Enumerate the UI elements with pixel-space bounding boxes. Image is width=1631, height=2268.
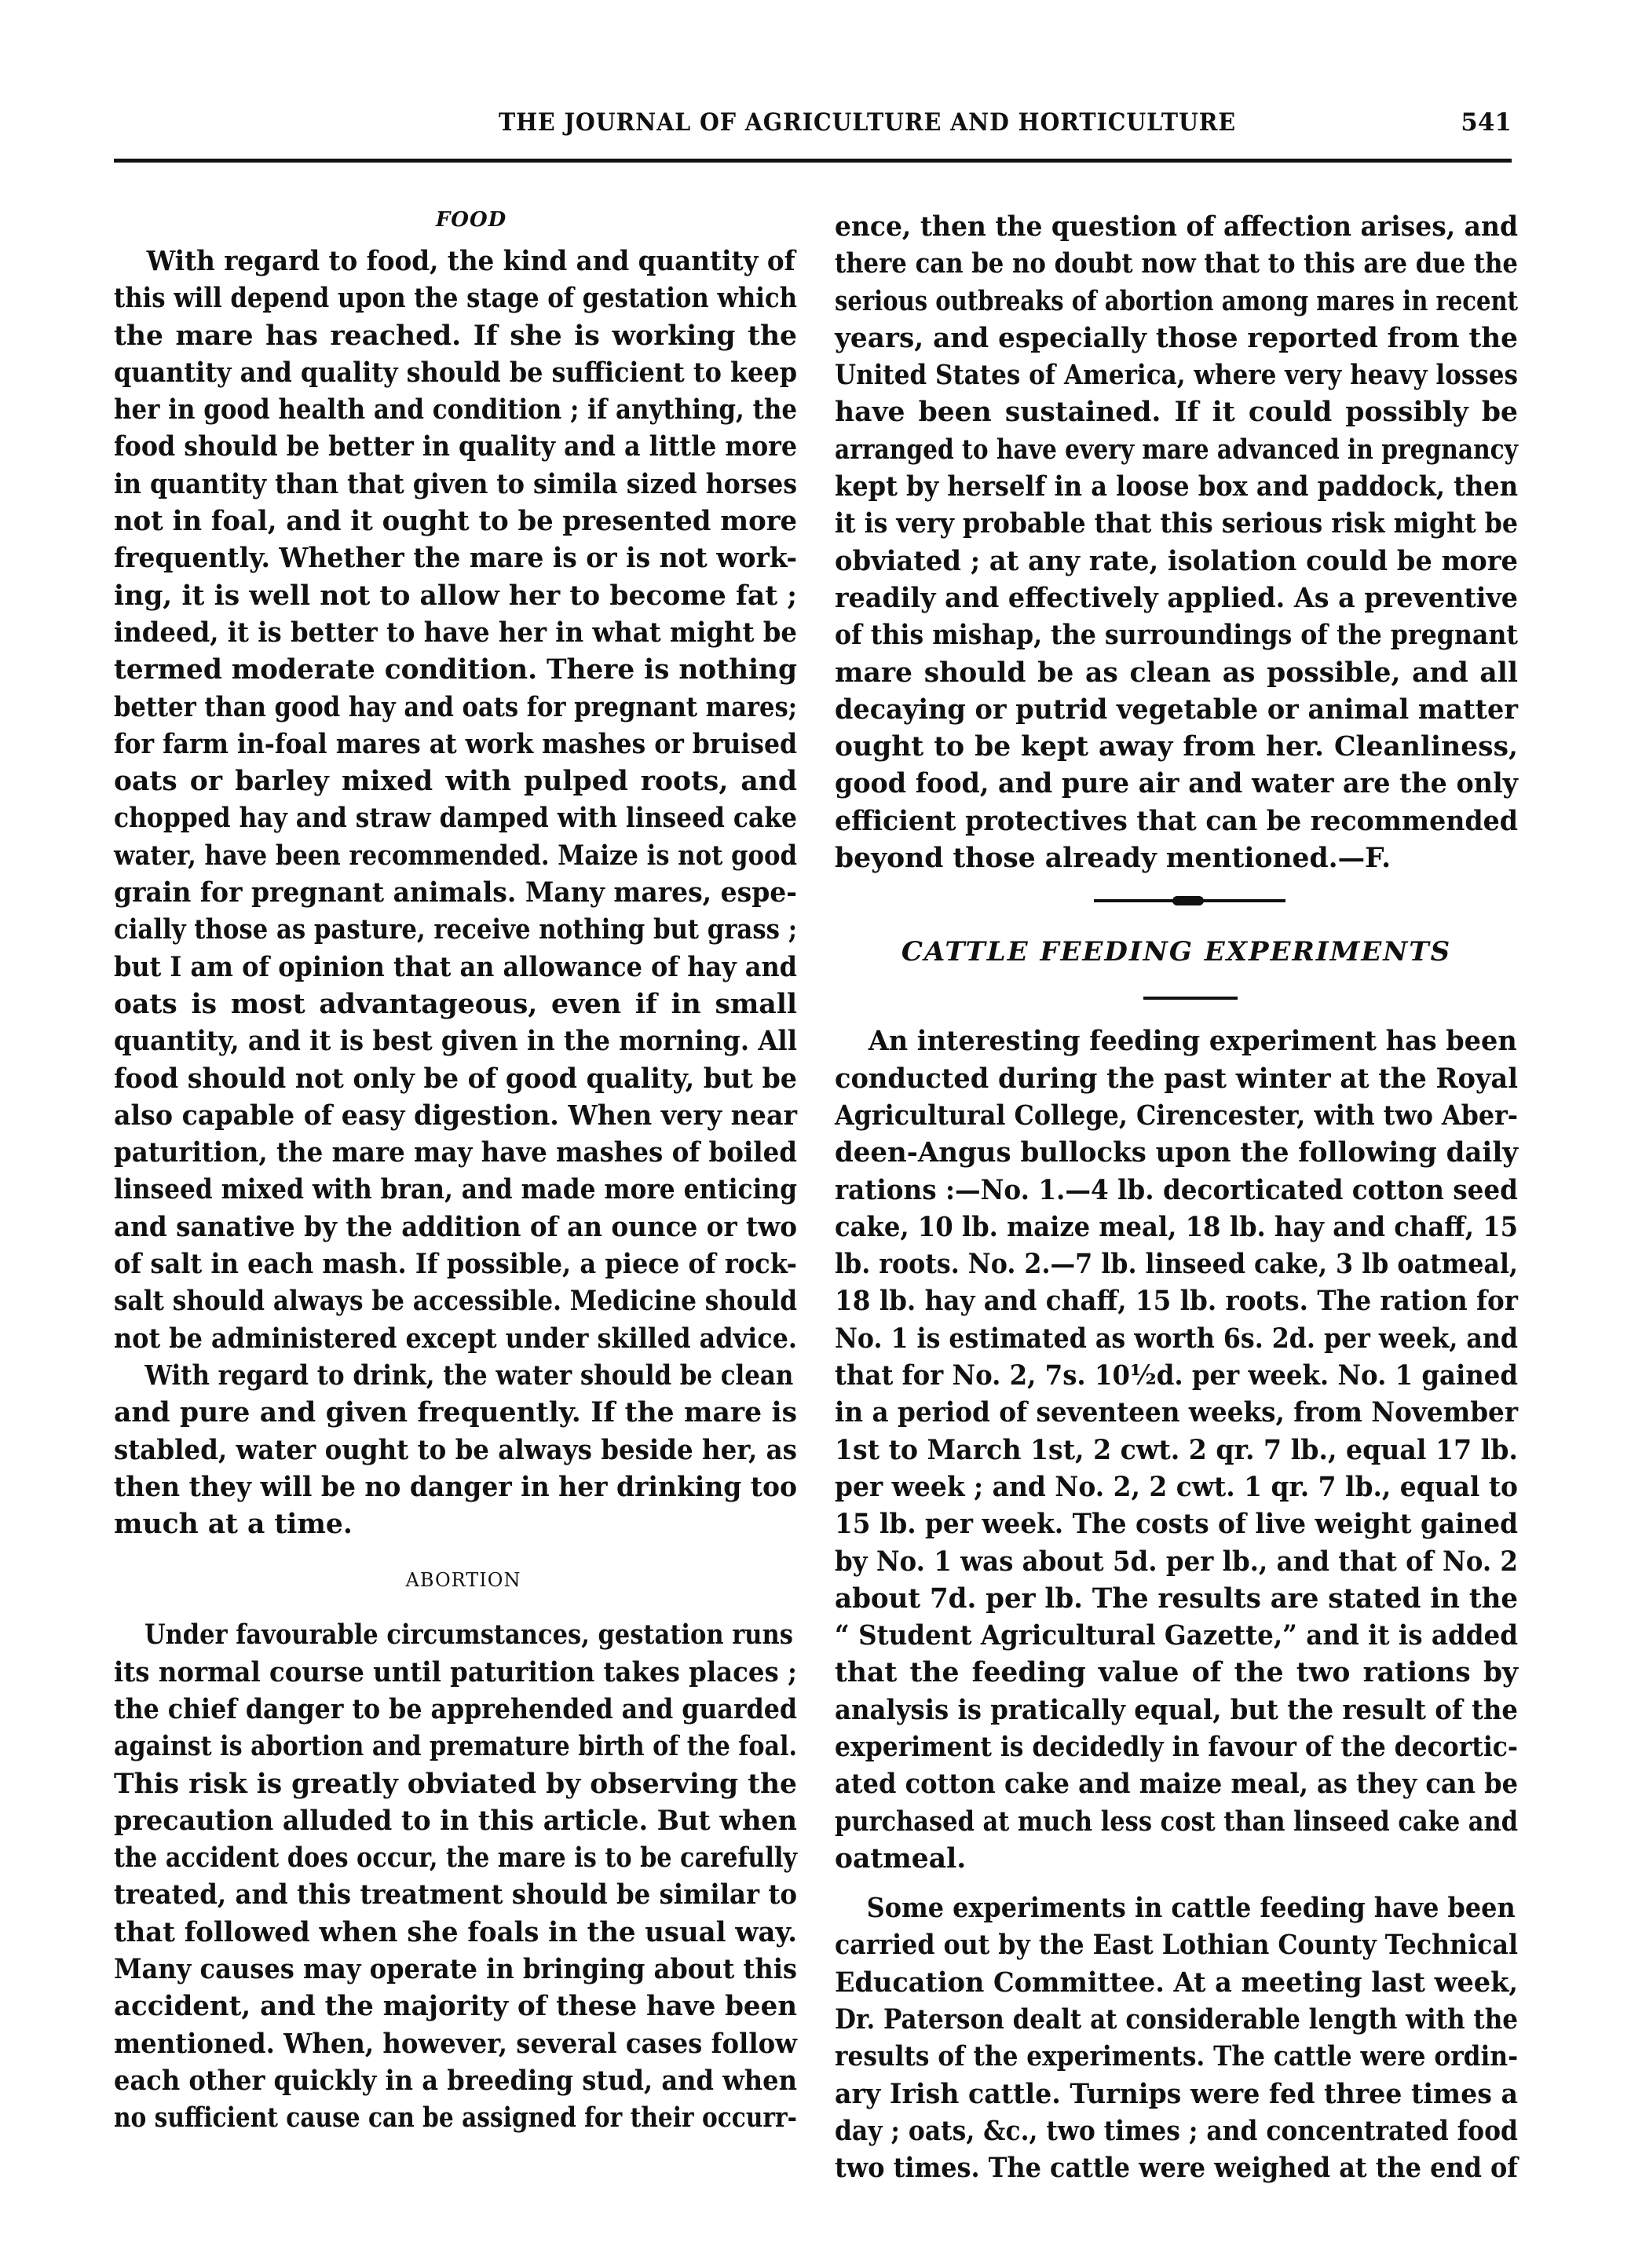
- text-line: cake, 10 lb. maize meal, 18 lb. hay and chaff, 15: [835, 1211, 1519, 1243]
- text-line: analysis is pratically equal, but the result of the: [835, 1694, 1518, 1726]
- text-line: and sanative by the addition of an ounce or two: [114, 1211, 797, 1243]
- text-line: decaying or putrid vegetable or animal matter: [835, 693, 1518, 726]
- text-line: not be administered except under skilled advice.: [114, 1322, 798, 1355]
- text-line: chopped hay and straw damped with linseed cake: [114, 803, 797, 835]
- text-line: no sufficient cause can be assigned for their occurr-: [114, 2102, 797, 2134]
- continued-paragraph: [835, 196, 1518, 877]
- text-line: her in good health and condition ; if anything, the: [114, 394, 798, 426]
- left-column: [114, 196, 797, 2138]
- text-line: the accident does occur, the mare is to be carefully: [114, 1842, 797, 1875]
- text-line: much at a time.: [114, 1509, 353, 1541]
- text-line: purchased at much less cost than linseed cake and: [835, 1805, 1519, 1838]
- right-column: [835, 196, 1518, 2188]
- text-line: oats or barley mixed with pulped roots, and: [114, 766, 797, 798]
- text-line: Under favourable circumstances, gestation runs: [144, 1619, 793, 1652]
- text-line: conducted during the past winter at the Royal: [835, 1063, 1519, 1095]
- divider-flourish: [1172, 896, 1204, 905]
- text-line: food should not only be of good quality, but be: [114, 1063, 798, 1095]
- cattle-paragraph-1: [835, 1023, 1518, 1878]
- abortion-heading: ABORTION: [405, 1569, 521, 1592]
- text-line: readily and effectively applied. As a preventive: [835, 582, 1519, 614]
- text-line: the mare has reached. If she is working the: [114, 320, 797, 352]
- food-paragraph-1: [114, 243, 797, 1358]
- text-line: obviated ; at any rate, isolation could be more: [835, 545, 1519, 577]
- text-line: 1st to March 1st, 2 cwt. 2 qr. 7 lb., equal 17 lb.: [835, 1434, 1518, 1466]
- text-line: there can be no doubt now that to this are due the: [835, 248, 1518, 280]
- text-line: the chief danger to be apprehended and guarded: [114, 1693, 797, 1725]
- text-line: Agricultural College, Cirencester, with two Aber-: [835, 1099, 1519, 1132]
- text-line: No. 1 is estimated as worth 6s. 2d. per week, and: [835, 1322, 1519, 1355]
- text-line: years, and especially those reported from the: [835, 322, 1518, 354]
- text-line: per week ; and No. 2, 2 cwt. 1 qr. 7 lb., equal to: [835, 1471, 1518, 1503]
- text-line: With regard to food, the kind and quantity of: [146, 246, 795, 277]
- text-line: results of the experiments. The cattle were ordin-: [835, 2041, 1519, 2073]
- text-line: quantity and quality should be sufficient to keep: [114, 357, 798, 389]
- text-line: efficient protectives that can be recommended: [835, 805, 1518, 837]
- text-line: experiment is decidedly in favour of the decortic-: [835, 1731, 1518, 1763]
- section-title: CATTLE FEEDING EXPERIMENTS: [901, 936, 1452, 968]
- text-line: this will depend upon the stage of gestation which: [114, 283, 797, 315]
- paragraph-gap: [835, 1878, 1518, 1890]
- text-line: that followed when she foals in the usual way.: [114, 1916, 798, 1948]
- text-line: have been sustained. If it could possibly be: [835, 397, 1518, 429]
- text-line: cially those as pasture, receive nothing but grass ;: [114, 914, 798, 946]
- text-line: deen-Angus bullocks upon the following daily: [835, 1137, 1519, 1169]
- text-line: 15 lb. per week. The costs of live weight gained: [835, 1509, 1518, 1541]
- text-line: water, have been recommended. Maize is not good: [114, 840, 798, 872]
- text-line: United States of America, where very heavy losses: [835, 360, 1518, 392]
- text-line: rations :—No. 1.—4 lb. decorticated cotton seed: [835, 1174, 1518, 1206]
- text-line: oatmeal.: [835, 1842, 967, 1875]
- running-head: [114, 101, 1512, 148]
- title-underline-rule: [835, 979, 1518, 1023]
- text-line: in a period of seventeen weeks, from November: [835, 1397, 1519, 1429]
- text-line: beyond those already mentioned.—F.: [835, 843, 1391, 875]
- text-line: Some experiments in cattle feeding have been: [866, 1893, 1516, 1925]
- text-line: and pure and given frequently. If the mare is: [114, 1397, 797, 1429]
- text-line: 18 lb. hay and chaff, 15 lb. roots. The ration for: [835, 1286, 1518, 1318]
- text-line: “ Student Agricultural Gazette,” and it is added: [835, 1620, 1519, 1652]
- text-line: ought to be kept away from her. Cleanliness,: [835, 731, 1518, 763]
- section-divider-ornament: [835, 877, 1518, 924]
- text-line: quantity, and it is best given in the morning. All: [114, 1026, 797, 1058]
- text-line: ence, then the question of affection arises, and: [835, 211, 1518, 243]
- text-line: paturition, the mare may have mashes of boiled: [114, 1137, 797, 1169]
- text-line: but I am of opinion that an allowance of hay and: [114, 951, 798, 983]
- text-line: against is abortion and premature birth of the foal.: [114, 1731, 798, 1763]
- text-line: not in foal, and it ought to be presented more: [114, 506, 798, 538]
- text-line: about 7d. per lb. The results are stated in the: [835, 1582, 1519, 1615]
- text-line: food should be better in quality and a little more: [114, 431, 798, 463]
- text-line: then they will be no danger in her drinking too: [114, 1471, 798, 1503]
- text-line: accident, and the majority of these have been: [114, 1991, 797, 2023]
- header-rule: [114, 159, 1512, 163]
- text-line: good food, and pure air and water are the only: [835, 768, 1519, 800]
- text-line: arranged to have every mare advanced in pregnancy: [835, 433, 1518, 466]
- text-line: for farm in-foal mares at work mashes or bruised: [114, 728, 798, 760]
- food-heading: FOOD: [435, 208, 507, 232]
- text-line: Education Committee. At a meeting last week,: [835, 1966, 1518, 1999]
- text-line: that the feeding value of the two rations by: [835, 1657, 1518, 1689]
- text-line: carried out by the East Lothian County Technical: [835, 1930, 1518, 1962]
- text-line: serious outbreaks of abortion among mares in recent: [835, 285, 1519, 317]
- cattle-paragraph-2: [835, 1890, 1518, 2187]
- text-line: Many causes may operate in bringing about this: [114, 1954, 797, 1986]
- text-line: of salt in each mash. If possible, a piece of rock-: [114, 1249, 797, 1281]
- text-line: indeed, it is better to have her in what might be: [114, 616, 797, 649]
- text-line: salt should always be accessible. Medicine should: [114, 1286, 798, 1318]
- text-line: frequently. Whether the mare is or is not work-: [114, 543, 798, 575]
- abortion-paragraph: [114, 1617, 797, 2137]
- running-title: THE JOURNAL OF AGRICULTURE AND HORTICULTURE: [499, 108, 1237, 137]
- text-line: two times. The cattle were weighed at the end of: [835, 2153, 1519, 2185]
- text-line: each other quickly in a breeding stud, and when: [114, 2065, 797, 2097]
- text-line: With regard to drink, the water should be clean: [144, 1359, 794, 1392]
- text-line: lb. roots. No. 2.—7 lb. linseed cake, 3 lb oatmeal,: [835, 1249, 1518, 1281]
- text-line: it is very probable that this serious risk might be: [835, 508, 1518, 540]
- text-line: Dr. Paterson dealt at considerable length with the: [835, 2004, 1519, 2036]
- text-line: of this mishap, the surroundings of the pregnant: [835, 620, 1518, 652]
- text-line: ary Irish cattle. Turnips were fed three times a: [835, 2078, 1519, 2110]
- text-line: precaution alluded to in this article. But when: [114, 1805, 797, 1837]
- food-paragraph-2: [114, 1358, 797, 1543]
- text-line: ing, it is well not to allow her to become fat ;: [114, 580, 797, 612]
- text-line: better than good hay and oats for pregnant mares;: [114, 691, 798, 723]
- text-line: that for No. 2, 7s. 10½d. per week. No. 1 gained: [835, 1360, 1519, 1392]
- text-line: day ; oats, &c., two times ; and concentrated food: [835, 2115, 1518, 2147]
- text-line: termed moderate condition. There is nothing: [114, 654, 797, 686]
- text-line: in quantity than that given to simila sized horses: [114, 468, 798, 500]
- text-line: An interesting feeding experiment has been: [868, 1026, 1517, 1058]
- text-line: stabled, water ought to be always beside her, as: [114, 1434, 797, 1466]
- text-line: mentioned. When, however, several cases follow: [114, 2028, 797, 2060]
- text-line: oats is most advantageous, even if in small: [114, 988, 797, 1020]
- text-line: linseed mixed with bran, and made more enticing: [114, 1174, 798, 1206]
- text-line: kept by herself in a loose box and paddock, then: [835, 471, 1519, 503]
- text-line: also capable of easy digestion. When very near: [114, 1099, 797, 1132]
- text-line: by No. 1 was about 5d. per lb., and that of No. 2: [835, 1546, 1519, 1578]
- text-line: grain for pregnant animals. Many mares, espe-: [114, 877, 798, 909]
- text-line: This risk is greatly obviated by observing the: [114, 1768, 797, 1800]
- text-line: its normal course until paturition takes places ;: [114, 1656, 798, 1688]
- page-number: 541: [1461, 108, 1512, 137]
- text-line: treated, and this treatment should be similar to: [114, 1879, 797, 1911]
- text-line: mare should be as clean as possible, and all: [835, 657, 1518, 689]
- text-line: ated cotton cake and maize meal, as they can be: [835, 1769, 1518, 1801]
